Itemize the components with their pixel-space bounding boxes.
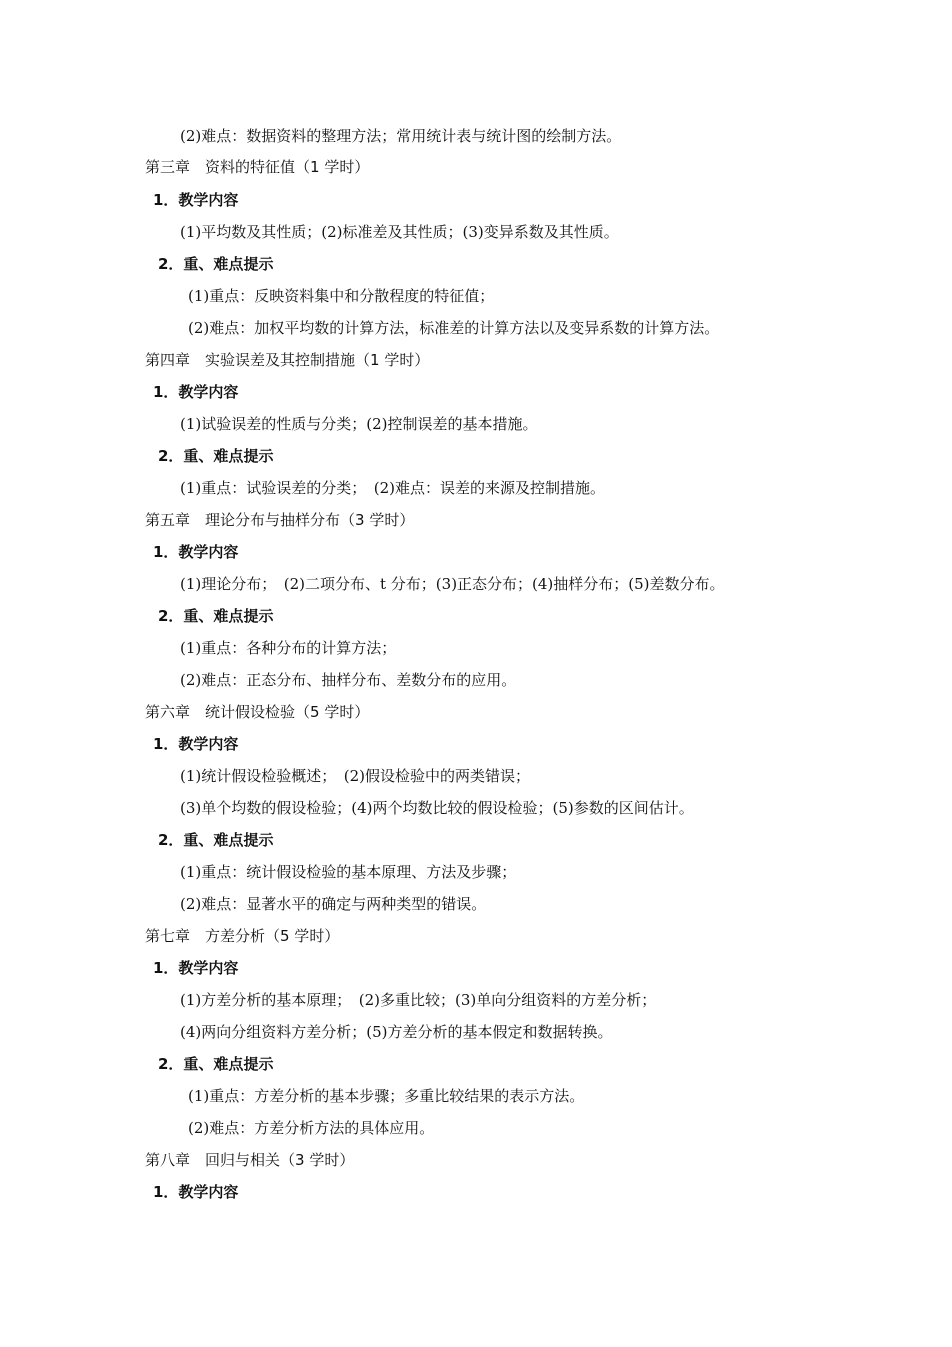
teaching-content-heading: 1．教学内容 <box>153 543 239 561</box>
content-line: (1)方差分析的基本原理； (2)多重比较；(3)单向分组资料的方差分析； <box>180 991 657 1009</box>
chapter-4-title: 第四章 实验误差及其控制措施（1 学时） <box>145 351 430 369</box>
content-line: (1)统计假设检验概述； (2)假设检验中的两类错误； <box>180 767 530 785</box>
key-point-line: (1)重点：各种分布的计算方法； <box>180 639 397 657</box>
chapter-3-title: 第三章 资料的特征值（1 学时） <box>145 158 370 176</box>
difficulty-line: (2)难点：加权平均数的计算方法，标准差的计算方法以及变异系数的计算方法。 <box>188 319 720 337</box>
difficulty-line: (2)难点：显著水平的确定与两种类型的错误。 <box>180 895 487 913</box>
key-points-heading: 2．重、难点提示 <box>158 255 274 273</box>
difficulty-line: (2)难点：数据资料的整理方法；常用统计表与统计图的绘制方法。 <box>180 127 622 145</box>
teaching-content-heading: 1．教学内容 <box>153 959 239 977</box>
key-point-line: (1)重点：反映资料集中和分散程度的特征值； <box>188 287 495 305</box>
key-point-line: (1)重点：统计假设检验的基本原理、方法及步骤； <box>180 863 517 881</box>
teaching-content-heading: 1．教学内容 <box>153 735 239 753</box>
key-points-heading: 2．重、难点提示 <box>158 831 274 849</box>
key-point-line: (1)重点：试验误差的分类； (2)难点：误差的来源及控制措施。 <box>180 479 605 497</box>
chapter-7-title: 第七章 方差分析（5 学时） <box>145 927 340 945</box>
difficulty-line: (2)难点：正态分布、抽样分布、差数分布的应用。 <box>180 671 517 689</box>
key-points-heading: 2．重、难点提示 <box>158 607 274 625</box>
key-point-line: (1)重点：方差分析的基本步骤；多重比较结果的表示方法。 <box>188 1087 585 1105</box>
content-line: (1)平均数及其性质；(2)标准差及其性质；(3)变异系数及其性质。 <box>180 223 619 241</box>
content-line: (4)两向分组资料方差分析；(5)方差分析的基本假定和数据转换。 <box>180 1023 613 1041</box>
content-line: (1)试验误差的性质与分类；(2)控制误差的基本措施。 <box>180 415 538 433</box>
teaching-content-heading: 1．教学内容 <box>153 191 239 209</box>
content-line: (1)理论分布； (2)二项分布、t 分布；(3)正态分布；(4)抽样分布；(5)差数分布。 <box>180 575 725 593</box>
chapter-5-title: 第五章 理论分布与抽样分布（3 学时） <box>145 511 415 529</box>
difficulty-line: (2)难点：方差分析方法的具体应用。 <box>188 1119 435 1137</box>
chapter-6-title: 第六章 统计假设检验（5 学时） <box>145 703 370 721</box>
key-points-heading: 2．重、难点提示 <box>158 447 274 465</box>
content-line: (3)单个均数的假设检验；(4)两个均数比较的假设检验；(5)参数的区间估计。 <box>180 799 694 817</box>
teaching-content-heading: 1．教学内容 <box>153 1183 239 1201</box>
chapter-8-title: 第八章 回归与相关（3 学时） <box>145 1151 355 1169</box>
teaching-content-heading: 1．教学内容 <box>153 383 239 401</box>
key-points-heading: 2．重、难点提示 <box>158 1055 274 1073</box>
